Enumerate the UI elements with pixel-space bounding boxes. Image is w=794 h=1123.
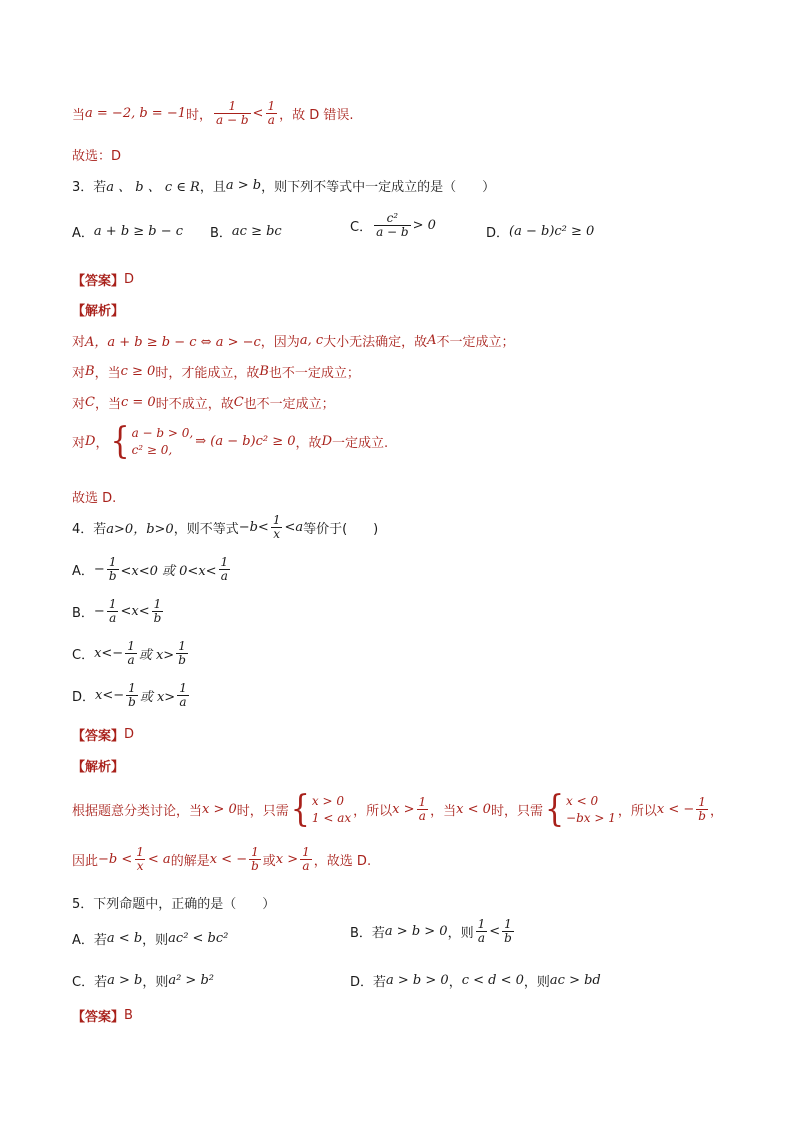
- equation-system: { a − b > 0, c² ≥ 0,: [110, 420, 194, 463]
- math: 或 x>: [138, 648, 175, 664]
- label: C．若: [72, 975, 108, 990]
- q5-option-b: [350, 918, 516, 945]
- math: ac > bd: [549, 973, 601, 988]
- answer-tag: 【答案】: [72, 1010, 125, 1025]
- fraction: $\frac{1}{b}$: [251, 845, 259, 874]
- math: x >: [275, 852, 299, 868]
- fraction: $\frac{1}{a - b}$: [216, 99, 249, 128]
- text: 时，才能成立，故: [155, 366, 260, 381]
- text: 故选：D: [72, 149, 122, 164]
- math: (a − b)c² ≥ 0: [509, 224, 595, 239]
- math: A，a + b ≥ b − c ⇔ a > −c: [85, 335, 261, 350]
- fraction: $\frac{1}{b}$: [504, 917, 512, 946]
- text: ，: [448, 975, 462, 990]
- text: 故选 D.: [72, 491, 117, 506]
- text: ，所以: [353, 804, 393, 820]
- text: ，故 D 错误.: [279, 108, 354, 124]
- text: 时，: [186, 108, 213, 124]
- text: ，: [709, 804, 723, 820]
- fraction: $\frac{1}{b}$: [178, 639, 186, 668]
- q4-analysis-2: [72, 846, 371, 873]
- math: a > b > 0: [384, 924, 448, 940]
- answer-value: D: [124, 727, 135, 742]
- fraction: $\frac{1}{b}$: [128, 681, 136, 710]
- math: C: [85, 395, 95, 410]
- q4-analysis-1: [72, 788, 723, 831]
- fraction: $\frac{\text{c²}}{a - b}$: [376, 211, 409, 240]
- text: ，则: [142, 933, 169, 948]
- math: < a: [147, 852, 171, 868]
- q5-stem: [72, 893, 275, 912]
- math: −: [93, 562, 105, 578]
- q3-option-c: [350, 212, 436, 239]
- brace-icon: {: [290, 788, 310, 831]
- math: <: [252, 106, 264, 122]
- math: x < 0: [456, 802, 491, 818]
- math: x >: [392, 802, 415, 818]
- fraction: $\frac{1}{a}$: [220, 555, 229, 584]
- text: ，因为: [260, 335, 300, 350]
- text: ，则下列不等式中一定成立的是（ ）: [261, 180, 496, 195]
- fraction: $\frac{1}{a}$: [267, 99, 276, 128]
- text: 或: [262, 854, 276, 870]
- math: a, c: [299, 333, 324, 348]
- q4-option-a: [72, 556, 232, 583]
- answer-tag: 【答案】: [72, 274, 125, 289]
- text: 5．下列命题中，正确的是（ ）: [72, 897, 276, 912]
- q3-choice: [72, 487, 116, 506]
- equation-system: { x < 0 −bx > 1: [544, 788, 616, 831]
- q3-option-a: [72, 222, 183, 241]
- math: 或 x>: [139, 690, 176, 706]
- text: 3．若: [72, 180, 107, 195]
- answer-tag: 【答案】: [72, 729, 125, 744]
- q5-option-c: [72, 971, 214, 990]
- analysis-tag: 【解析】: [72, 304, 125, 319]
- math: > 0: [412, 218, 436, 234]
- math: c = 0: [120, 395, 156, 410]
- math: D: [85, 434, 96, 450]
- label: D．若: [350, 975, 387, 990]
- answer-value: B: [124, 1008, 133, 1023]
- math: c < d < 0: [461, 973, 524, 988]
- fraction: $\frac{1}{b}$: [698, 795, 706, 824]
- math: −b <: [98, 852, 133, 868]
- analysis-tag: 【解析】: [72, 760, 125, 775]
- text: ，则: [523, 975, 550, 990]
- text: 对: [72, 366, 86, 381]
- q3-analysis-tag: [72, 300, 124, 319]
- prev-choice: [72, 145, 121, 164]
- label: A．若: [72, 933, 107, 948]
- math: ⇒ (a − b)c² ≥ 0: [195, 434, 296, 450]
- fraction: $\frac{1}{a}$: [302, 845, 310, 874]
- q4-option-c: [72, 640, 190, 667]
- text: 对: [72, 335, 86, 350]
- text: 也不一定成立；: [243, 397, 335, 412]
- text: 因此: [72, 854, 99, 870]
- text: 对: [72, 397, 86, 412]
- q3-analysis-d: [72, 420, 389, 463]
- math: x < −: [656, 802, 695, 818]
- q3-option-d: [486, 222, 594, 241]
- fraction: $\frac{1}{x}$: [136, 845, 144, 874]
- text: ，当: [94, 397, 121, 412]
- label: D．: [72, 690, 96, 706]
- text: ，所以: [617, 804, 657, 820]
- fraction: $\frac{1}{a}$: [108, 597, 117, 626]
- q4-option-b: [72, 598, 165, 625]
- q3-analysis-a: [72, 331, 515, 350]
- text: ，则: [447, 926, 474, 942]
- text: 等价于( ): [303, 522, 379, 538]
- math: B: [259, 364, 269, 379]
- math: a + b ≥ b − c: [93, 224, 184, 239]
- math: x<−: [95, 688, 125, 704]
- fraction: $\frac{1}{a}$: [127, 639, 135, 668]
- math: <: [489, 924, 501, 940]
- text: ，: [95, 436, 109, 452]
- label: D．: [486, 226, 510, 241]
- q4-option-d: [72, 682, 191, 709]
- math: −b<: [238, 520, 269, 536]
- text: ，则不等式: [173, 522, 239, 538]
- label: C．: [72, 648, 95, 664]
- text: 根据题意分类讨论，当: [72, 804, 203, 820]
- text: 4．若: [72, 522, 107, 538]
- prev-analysis-line: [72, 100, 354, 127]
- label: C．: [350, 220, 373, 236]
- math: x<−: [94, 646, 124, 662]
- text: 大小无法确定，故: [323, 335, 428, 350]
- q5-option-d: [350, 971, 601, 990]
- answer-value: D: [124, 272, 135, 287]
- math: x < −: [209, 852, 248, 868]
- math: <x<: [120, 604, 150, 620]
- text: 的解是: [170, 854, 210, 870]
- q5-option-a: [72, 929, 228, 948]
- text: ，故选 D.: [313, 854, 372, 870]
- math: a > b: [107, 973, 143, 988]
- text: 时，只需: [490, 804, 543, 820]
- text: 当: [72, 108, 86, 124]
- text: 对: [72, 436, 86, 452]
- q5-answer: [72, 1006, 133, 1025]
- text: ，当: [94, 366, 121, 381]
- label: A．: [72, 564, 94, 580]
- math: ac² < bc²: [168, 931, 229, 946]
- fraction: $\frac{1}{b}$: [108, 555, 117, 584]
- equation-system: { x > 0 1 < ax: [290, 788, 352, 831]
- fraction: $\frac{1}{b}$: [153, 597, 162, 626]
- math: A: [427, 333, 437, 348]
- text: 时不成立，故: [155, 397, 234, 412]
- q4-analysis-tag: [72, 756, 124, 775]
- label: A．: [72, 226, 94, 241]
- math: a² > b²: [168, 973, 214, 988]
- fraction: $\frac{1}{a}$: [179, 681, 187, 710]
- math: D: [321, 434, 332, 450]
- math: c ≥ 0: [120, 364, 156, 379]
- text: 时，只需: [236, 804, 289, 820]
- fraction: $\frac{1}{a}$: [477, 917, 486, 946]
- text: 不一定成立；: [436, 335, 515, 350]
- q4-stem: [72, 514, 378, 541]
- label: B．若: [350, 926, 385, 942]
- q3-answer: [72, 270, 134, 289]
- fraction: $\frac{1}{a}$: [418, 795, 427, 824]
- math: −: [93, 604, 105, 620]
- brace-icon: {: [110, 420, 130, 463]
- math: a < b: [106, 931, 143, 946]
- math: <x<0 或 0<x<: [120, 564, 217, 580]
- text: ，故: [295, 436, 322, 452]
- math: x > 0: [202, 802, 237, 818]
- q3-analysis-c: [72, 393, 335, 412]
- label: B．: [72, 606, 94, 622]
- math: B: [85, 364, 95, 379]
- math: C: [233, 395, 244, 410]
- text: ，当: [430, 804, 457, 820]
- q4-answer: [72, 725, 134, 744]
- math: a > b: [225, 178, 262, 193]
- math: <a: [284, 520, 304, 536]
- text: 一定成立.: [332, 436, 389, 452]
- q3-analysis-b: [72, 362, 360, 381]
- q3-stem: [72, 176, 495, 195]
- text: ，则: [142, 975, 169, 990]
- math: a = −2, b = −1: [85, 106, 186, 122]
- text: 也不一定成立；: [268, 366, 360, 381]
- math: a>0，b>0: [106, 522, 174, 538]
- label: B．: [210, 226, 232, 241]
- brace-icon: {: [544, 788, 565, 831]
- q3-option-b: [210, 222, 282, 241]
- math: a 、 b 、 c ∈ R: [106, 180, 200, 195]
- math: a > b > 0: [386, 973, 449, 988]
- text: ，且: [199, 180, 226, 195]
- math: ac ≥ bc: [231, 224, 282, 239]
- fraction: $\frac{1}{x}$: [272, 513, 281, 542]
